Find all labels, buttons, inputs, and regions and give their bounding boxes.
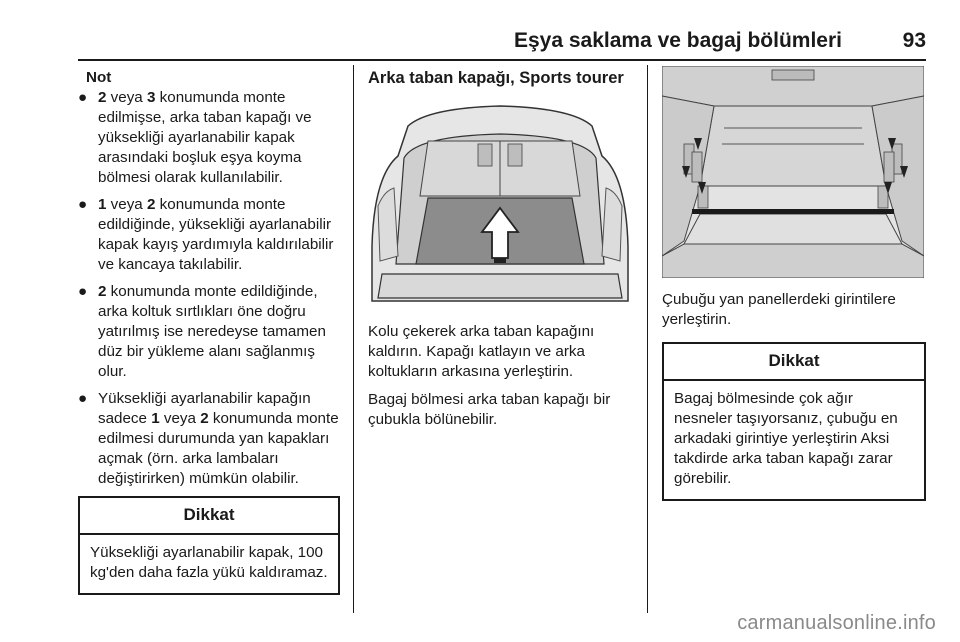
column-divider-2 <box>647 65 648 613</box>
instruction-paragraph-2: Bagaj bölmesi arka taban kapağı bir çubukla bölünebilir. <box>368 391 611 428</box>
cargo-rod-figure <box>662 66 924 278</box>
warning-box <box>78 496 340 595</box>
bold-number: 2 <box>98 283 107 300</box>
figure-caption: Çubuğu yan panellerdeki girintilere yerleştirin. <box>662 291 896 328</box>
bullet-text: veya <box>159 410 201 427</box>
bullet-text: veya <box>106 196 147 213</box>
right-column <box>662 66 926 501</box>
section-heading: Arka taban kapağı, Sports tourer <box>368 69 624 87</box>
list-item <box>78 195 340 275</box>
bullet-icon: ● <box>78 89 88 106</box>
warning-body: Bagaj bölmesinde çok ağır nesneler taşıyorsanız, çubuğu en arkadaki girintiye yerleştirin Aksi takdirde arka taban kapağı zarar görebilir. <box>674 390 898 487</box>
note-label: Not <box>86 69 112 86</box>
warning-body: Yüksekliği ayarlanabilir kapak, 100 kg'den daha fazla yükü kaldıramaz. <box>90 544 328 581</box>
middle-column <box>368 68 634 438</box>
bold-number: 1 <box>151 410 160 427</box>
bullet-text: konumunda monte edilmişse, arka taban kapağı ve yüksekliği ayarlanabilir kapak arasındaki boşluk eşya koyma bölmesi olarak kullanılabilir. <box>98 89 312 186</box>
page-number: 93 <box>902 29 926 52</box>
instruction-paragraph-1: Kolu çekerek arka taban kapağını kaldırın. Kapağı katlayın ve arka koltukların arkasına yerleştirin. <box>368 323 595 380</box>
bold-number: 2 <box>98 89 107 106</box>
bold-number: 2 <box>146 196 156 213</box>
warning-heading: Dikkat <box>664 344 924 381</box>
list-item <box>78 282 340 382</box>
note-bullet-list <box>78 88 340 489</box>
bullet-icon: ● <box>78 196 88 213</box>
left-column <box>78 68 340 595</box>
bullet-text: Yüksekliği ayarlanabilir kapağın sadece <box>98 390 311 427</box>
list-item <box>78 88 340 188</box>
page-header-title: Eşya saklama ve bagaj bölümleri <box>513 29 842 52</box>
cargo-floor-illustration <box>368 96 632 308</box>
bullet-icon: ● <box>78 283 88 300</box>
bullet-text: konumunda monte edildiğinde, yüksekliği ayarlanabilir kapak kayış yardımıyla kaldırılabilir ve kancaya takılabilir. <box>98 196 334 273</box>
bold-number: 3 <box>146 89 156 106</box>
bullet-icon: ● <box>78 390 88 407</box>
bold-number: 1 <box>98 196 107 213</box>
rod-placement-illustration <box>662 66 924 278</box>
trunk-floor-figure <box>368 96 632 308</box>
bullet-text: konumunda monte edildiğinde, arka koltuk sırtlıkları öne doğru yatırılmış ise neredeyse tamamen düz bir yükleme alanı sağlanmış olur. <box>98 283 326 380</box>
column-divider-1 <box>353 65 354 613</box>
list-item <box>78 389 340 489</box>
watermark: carmanualsonline.info <box>737 612 936 634</box>
warning-box <box>662 342 926 501</box>
bullet-text: veya <box>106 89 147 106</box>
warning-heading: Dikkat <box>80 498 338 535</box>
header-rule <box>78 59 926 61</box>
bullet-text: konumunda monte edilmesi durumunda yan kapakları açmak (örn. arka lambaları değiştirirken) mümkün olabilir. <box>98 410 339 487</box>
bold-number: 2 <box>200 410 209 427</box>
